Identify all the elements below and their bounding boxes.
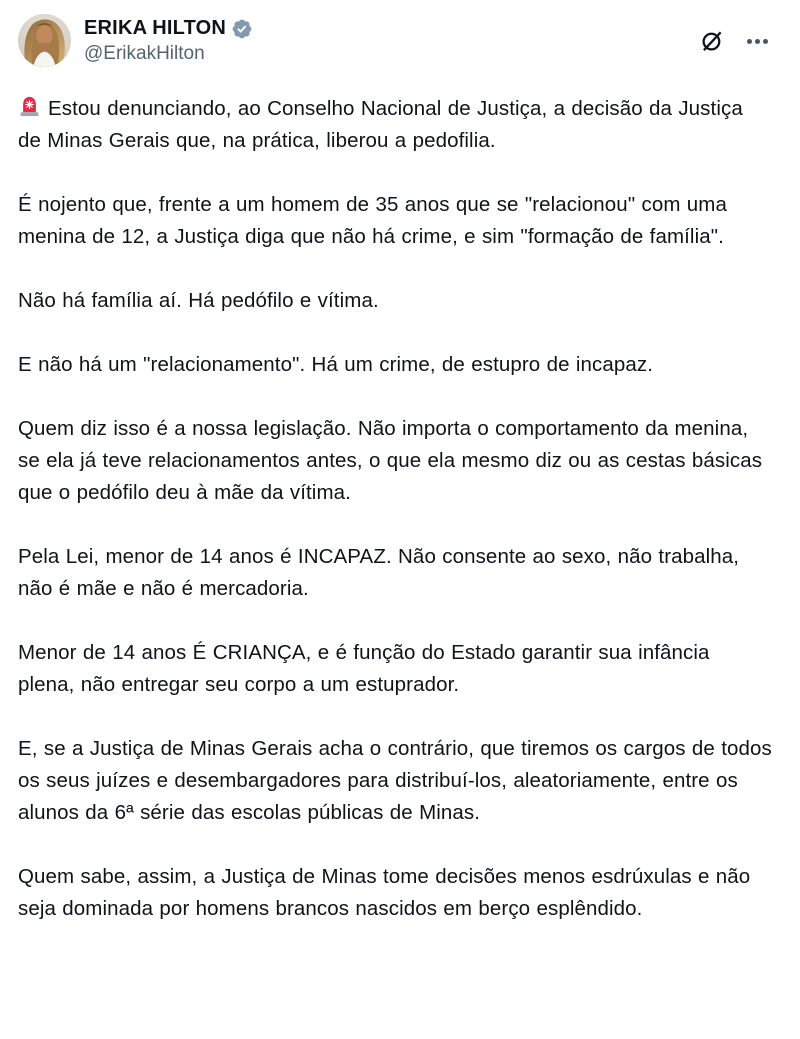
tweet-paragraph-text: Quem diz isso é a nossa legislação. Não importa o comportamento da menina, se ela já teve relacionamentos antes, o que ela mesmo diz ou as cestas básicas que o pedófilo deu à mãe da vítima. [18,417,763,504]
tweet-paragraph [18,349,772,381]
tweet-paragraph [18,189,772,253]
tweet-paragraph-text: E não há um "relacionamento". Há um crime, de estupro de incapaz. [18,353,654,376]
grok-icon[interactable] [697,26,727,56]
verified-badge-icon [231,18,253,40]
name-row [84,17,253,40]
tweet-paragraph-text: É nojento que, frente a um homem de 35 anos que se "relacionou" com uma menina de 12, a Justiça diga que não há crime, e sim "formação de família". [18,193,727,248]
tweet-paragraph [18,733,772,829]
tweet-paragraph [18,285,772,317]
identity-block [84,14,253,65]
user-handle[interactable]: @ErikakHilton [84,43,205,64]
tweet-paragraph [18,413,772,509]
more-options-icon[interactable] [745,37,770,46]
tweet-paragraph [18,861,772,925]
tweet-paragraph-text: Não há família aí. Há pedófilo e vítima. [18,289,379,312]
tweet-header [18,14,772,67]
tweet-paragraph [18,541,772,605]
avatar-image [18,14,71,67]
header-actions [697,26,770,56]
tweet-body [18,93,772,925]
tweet-paragraph-text: Pela Lei, menor de 14 anos é INCAPAZ. Não consente ao sexo, não trabalha, não é mãe e não é mercadoria. [18,545,740,600]
tweet-paragraph-text: Menor de 14 anos É CRIANÇA, e é função do Estado garantir sua infância plena, não entregar seu corpo a um estuprador. [18,641,710,696]
tweet-paragraph-text: E, se a Justiça de Minas Gerais acha o contrário, que tiremos os cargos de todos os seus juízes e desembargadores para distribuí-los, aleatoriamente, entre os alunos da 6ª série das escolas públicas de Minas. [18,737,772,824]
tweet-paragraph-text: Quem sabe, assim, a Justiça de Minas tome decisões menos esdrúxulas e não seja dominada por homens brancos nascidos em berço esplêndido. [18,865,751,920]
tweet-paragraph [18,93,772,157]
tweet-paragraph-text: Estou denunciando, ao Conselho Nacional de Justiça, a decisão da Justiça de Minas Gerais que, na prática, liberou a pedofilia. [18,97,743,152]
display-name[interactable]: ERIKA HILTON [84,17,227,39]
avatar[interactable] [18,14,71,67]
tweet-paragraph [18,637,772,701]
police-light-emoji [18,95,41,118]
